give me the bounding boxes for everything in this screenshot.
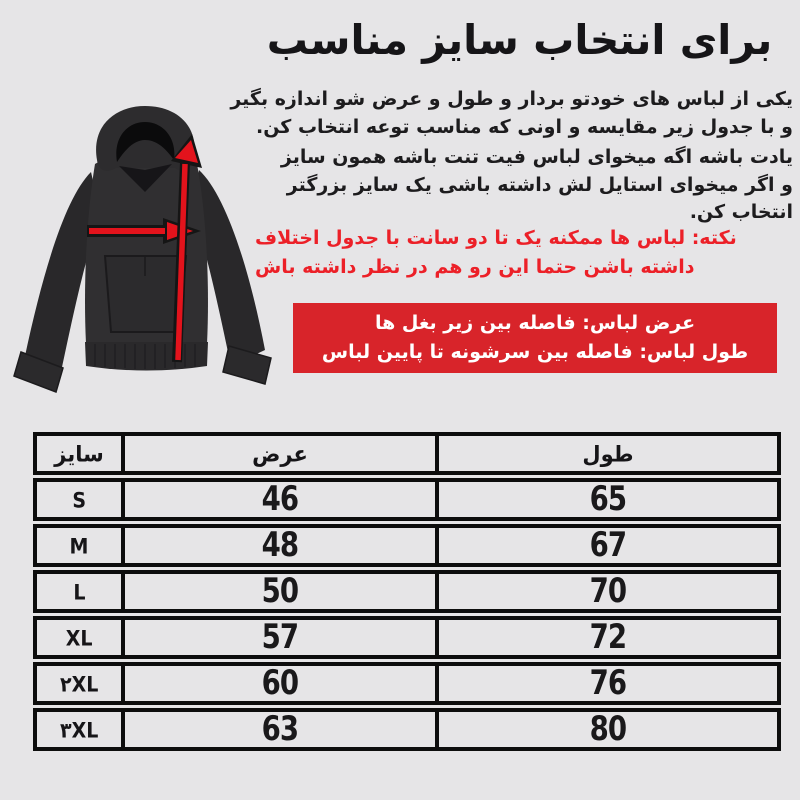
width-cell: 57 bbox=[125, 620, 439, 655]
header-size: سایز bbox=[37, 436, 125, 471]
hoodie-image bbox=[5, 100, 285, 400]
hoodie-right-cuff bbox=[223, 346, 271, 384]
length-cell: 67 bbox=[589, 525, 627, 566]
page-title: برای انتخاب سایز مناسب bbox=[266, 16, 773, 64]
length-cell: 76 bbox=[589, 663, 627, 704]
intro-line-4: و اگر میخوای استایل لش داشته باشی یک سایز بزرگتر bbox=[286, 173, 793, 196]
definition-banner bbox=[293, 303, 777, 373]
header-width: عرض bbox=[125, 436, 439, 471]
size-table bbox=[33, 432, 781, 751]
intro-line-2: و با جدول زیر مقایسه و اونی که مناسب توعه انتخاب کن. bbox=[255, 115, 793, 138]
intro-paragraph-bottom bbox=[248, 144, 793, 227]
length-cell: 65 bbox=[589, 479, 627, 520]
table-row bbox=[33, 524, 781, 567]
length-cell: 80 bbox=[589, 709, 627, 750]
size-cell: XL bbox=[37, 620, 125, 655]
table-row bbox=[33, 570, 781, 613]
note-line-1: نکته: لباس ها ممکنه یک تا دو سانت با جدول اختلاف bbox=[255, 227, 737, 249]
length-cell: 70 bbox=[589, 571, 627, 612]
width-cell: 48 bbox=[125, 528, 439, 563]
size-cell: S bbox=[37, 482, 125, 517]
note-text bbox=[255, 224, 793, 282]
table-row bbox=[33, 616, 781, 659]
size-cell: L bbox=[37, 574, 125, 609]
size-cell: ۳XL bbox=[37, 712, 125, 747]
note-line-2: داشته باشن حتما این رو هم در نظر داشته باش bbox=[255, 256, 695, 278]
width-cell: 63 bbox=[125, 712, 439, 747]
intro-paragraph-top bbox=[230, 86, 793, 141]
intro-line-3: یادت باشه اگه میخوای لباس فیت تنت باشه همون سایز bbox=[280, 146, 793, 168]
hoodie-illustration bbox=[5, 100, 285, 400]
size-cell: ۲XL bbox=[37, 666, 125, 701]
table-row bbox=[33, 708, 781, 751]
hoodie-hem bbox=[85, 342, 208, 371]
intro-line-1: یکی از لباس های خودتو بردار و طول و عرض شو اندازه بگیر bbox=[230, 88, 793, 110]
size-cell: M bbox=[37, 528, 125, 563]
intro-line-5: انتخاب کن. bbox=[689, 201, 793, 223]
width-cell: 50 bbox=[125, 574, 439, 609]
table-header-row bbox=[33, 432, 781, 475]
banner-length-definition: طول لباس: فاصله بین سرشونه تا پایین لباس bbox=[321, 341, 749, 363]
width-cell: 60 bbox=[125, 666, 439, 701]
table-row bbox=[33, 478, 781, 521]
width-cell: 46 bbox=[125, 482, 439, 517]
banner-width-definition: عرض لباس: فاصله بین زیر بغل ها bbox=[374, 312, 696, 334]
table-row bbox=[33, 662, 781, 705]
length-cell: 72 bbox=[589, 617, 627, 658]
header-length: طول bbox=[582, 440, 634, 467]
